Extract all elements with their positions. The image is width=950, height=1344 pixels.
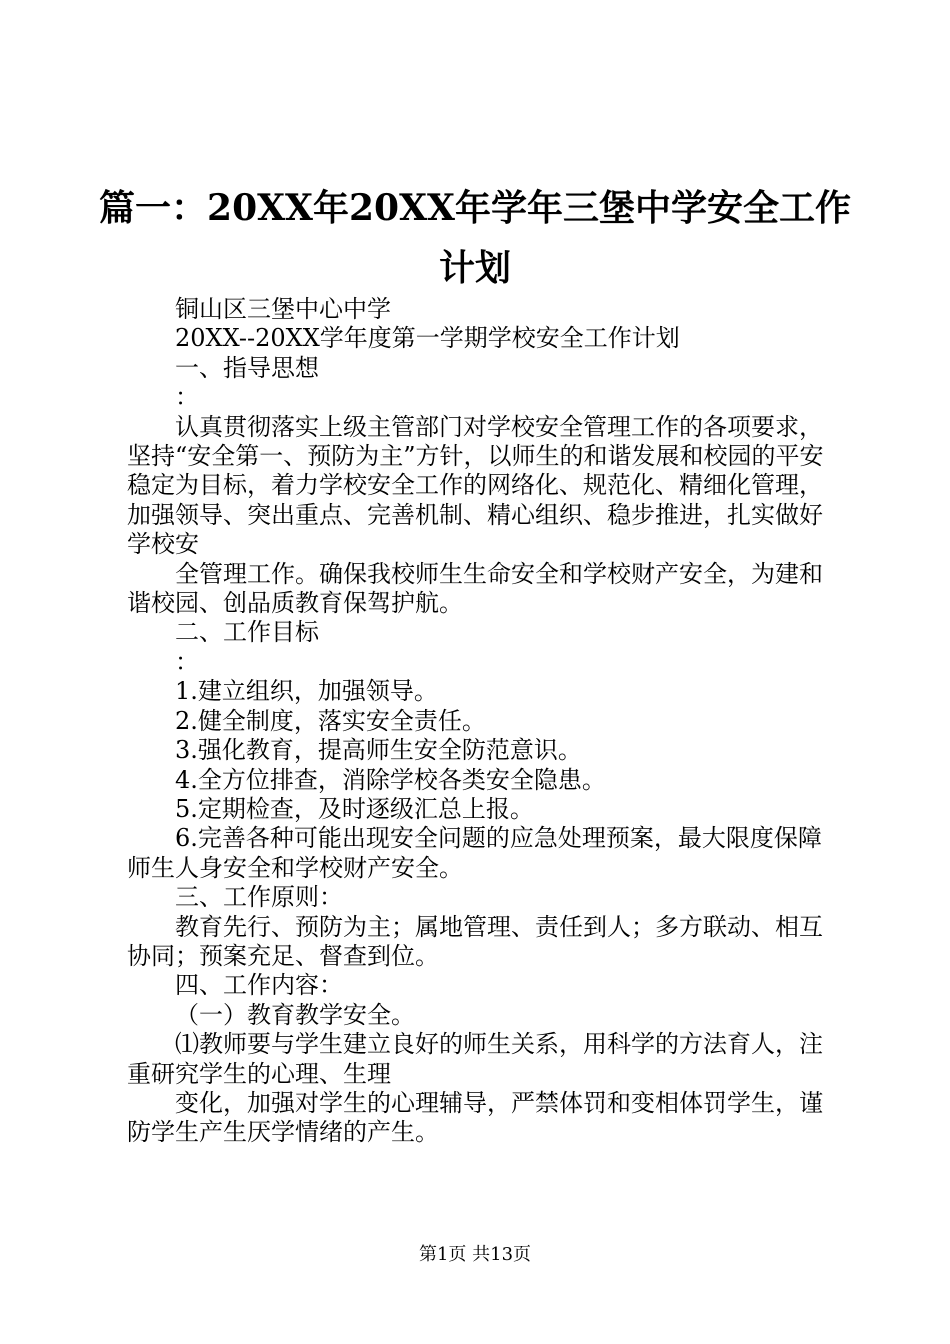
paragraph: 变化，加强对学生的心理辅导，严禁体罚和变相体罚学生，谨防学生产生厌学情绪的产生。: [127, 1088, 823, 1147]
paragraph: （一）教育教学安全。: [175, 1000, 415, 1029]
paragraph: 6.完善各种可能出现安全问题的应急处理预案，最大限度保障师生人身安全和学校财产安全。: [127, 824, 822, 882]
paragraph: 铜山区三堡中心中学: [175, 295, 391, 323]
paragraph: 三、工作原则：: [175, 883, 343, 912]
paragraph: 一、指导思想: [175, 353, 319, 382]
paragraph: 4.全方位排查，消除学校各类安全隐患。: [175, 765, 606, 794]
paragraph: 2.健全制度，落实安全责任。: [175, 706, 486, 735]
paragraph: 教育先行、预防为主；属地管理、责任到人；多方联动、相互协同；预案充足、督查到位。: [127, 912, 823, 970]
paragraph: ⑴教师要与学生建立良好的师生关系，用科学的方法育人，注重研究学生的心理、生理: [127, 1030, 823, 1088]
paragraph: 全管理工作。确保我校师生生命安全和学校财产安全，为建和谐校园、创品质教育保驾护航。: [127, 559, 823, 618]
paragraph: 20XX--20XX学年度第一学期学校安全工作计划: [175, 324, 680, 353]
title-line-2: 计划: [438, 247, 511, 289]
paragraph: 四、工作内容：: [175, 971, 343, 1000]
paragraph: 3.强化教育，提高师生安全防范意识。: [175, 736, 582, 765]
paragraph: 认真贯彻落实上级主管部门对学校安全管理工作的各项要求，坚持“安全第一、预防为主”方针，以师生的和谐发展和校园的平安稳定为目标，着力学校安全工作的网络化、规范化、精细化管理，加强领导、突出重点、完善机制、精心组织、稳步推进，扎实做好学校安: [127, 412, 824, 559]
paragraph: 5.定期检查，及时逐级汇总上报。: [175, 794, 534, 823]
paragraph: ：: [175, 383, 199, 412]
document-body: [127, 295, 837, 1148]
title-line-1: 篇一：20XX年20XX年学年三堡中学安全工作: [99, 187, 851, 229]
document-title: [90, 178, 860, 298]
paragraph: ：: [175, 647, 199, 676]
paragraph: 二、工作目标: [175, 618, 319, 647]
page-footer: 第1页 共13页: [418, 1244, 532, 1265]
paragraph: 1.建立组织，加强领导。: [175, 677, 438, 706]
